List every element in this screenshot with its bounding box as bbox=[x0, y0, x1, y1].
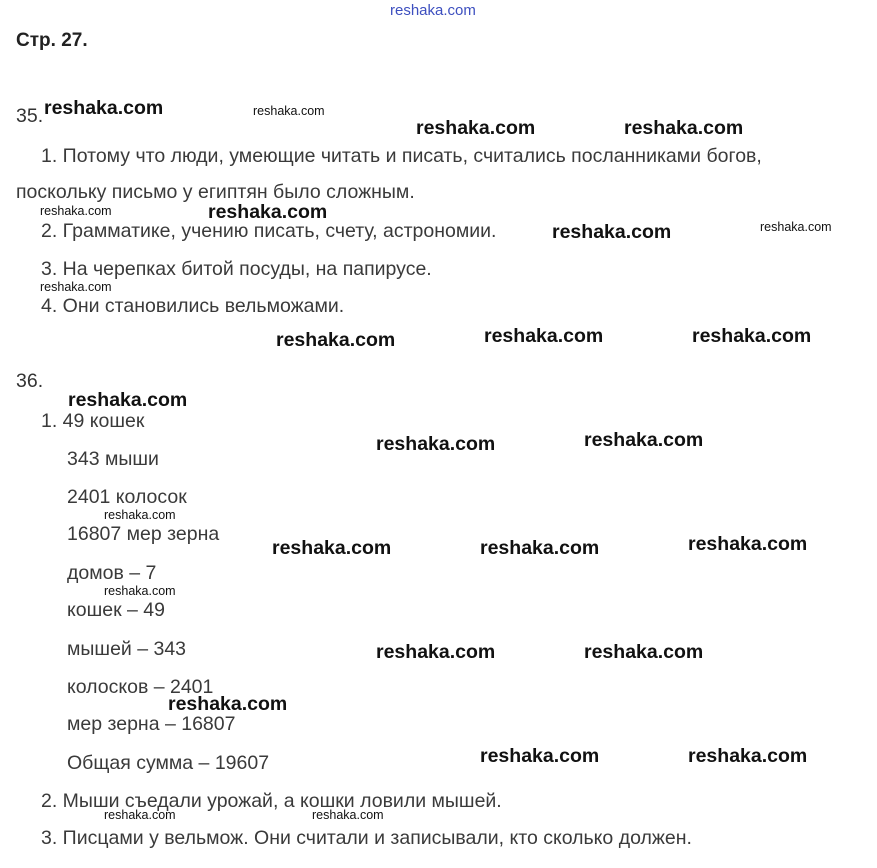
watermark-small: reshaka.com bbox=[104, 584, 176, 598]
watermark-small: reshaka.com bbox=[40, 204, 112, 218]
watermark: reshaka.com bbox=[376, 433, 496, 455]
task-36-line-2: 343 мыши bbox=[67, 448, 159, 470]
task-35-line-2: поскольку письмо у египтян было сложным. bbox=[16, 181, 415, 203]
task-36-line-3: 2401 колосок bbox=[67, 486, 187, 508]
task-35-line-1: 1. Потому что люди, умеющие читать и писать, считались посланниками богов, bbox=[41, 145, 762, 167]
watermark: reshaka.com bbox=[692, 325, 812, 347]
task-36-line-4: 16807 мер зерна bbox=[67, 523, 220, 545]
task-36-line-7: мышей – 343 bbox=[67, 638, 187, 660]
task-36-line-9: мер зерна – 16807 bbox=[67, 713, 236, 735]
watermark-small: reshaka.com bbox=[40, 280, 112, 294]
watermark: reshaka.com bbox=[272, 537, 392, 559]
watermark: reshaka.com bbox=[376, 641, 496, 663]
task-36-item-3: 3. Писцами у вельмож. Они считали и записывали, кто сколько должен. bbox=[41, 827, 692, 849]
task-36-number: 36. bbox=[16, 370, 44, 392]
task-35-line-4: 3. На черепках битой посуды, на папирусе. bbox=[41, 258, 432, 280]
watermark: reshaka.com bbox=[416, 117, 536, 139]
watermark-small: reshaka.com bbox=[104, 508, 176, 522]
task-35-number: 35. bbox=[16, 105, 44, 127]
task-36-line-8: колосков – 2401 bbox=[67, 676, 214, 698]
task-36-line-1: 1. 49 кошек bbox=[41, 410, 145, 432]
watermark: reshaka.com bbox=[484, 325, 604, 347]
page-title: Стр. 27. bbox=[16, 30, 88, 51]
task-35-line-3: 2. Грамматике, учению писать, счету, астрономии. bbox=[41, 220, 497, 242]
watermark: reshaka.com bbox=[44, 97, 164, 119]
task-35-line-5: 4. Они становились вельможами. bbox=[41, 295, 345, 317]
watermark: reshaka.com bbox=[168, 693, 288, 715]
watermark-small: reshaka.com bbox=[104, 808, 176, 822]
watermark: reshaka.com bbox=[68, 389, 188, 411]
watermark: reshaka.com bbox=[276, 329, 396, 351]
watermark: reshaka.com bbox=[624, 117, 744, 139]
site-watermark-top: reshaka.com bbox=[390, 2, 476, 19]
watermark: reshaka.com bbox=[480, 537, 600, 559]
watermark: reshaka.com bbox=[688, 745, 808, 767]
task-36-line-6: кошек – 49 bbox=[67, 599, 165, 621]
task-36-item-2: 2. Мыши съедали урожай, а кошки ловили мышей. bbox=[41, 790, 502, 812]
watermark-small: reshaka.com bbox=[760, 220, 832, 234]
watermark: reshaka.com bbox=[584, 429, 704, 451]
watermark: reshaka.com bbox=[552, 221, 672, 243]
watermark: reshaka.com bbox=[688, 533, 808, 555]
watermark: reshaka.com bbox=[480, 745, 600, 767]
watermark: reshaka.com bbox=[584, 641, 704, 663]
watermark: reshaka.com bbox=[208, 201, 328, 223]
watermark-small: reshaka.com bbox=[253, 104, 325, 118]
task-36-line-10: Общая сумма – 19607 bbox=[67, 752, 270, 774]
task-36-line-5: домов – 7 bbox=[67, 562, 157, 584]
watermark-small: reshaka.com bbox=[312, 808, 384, 822]
